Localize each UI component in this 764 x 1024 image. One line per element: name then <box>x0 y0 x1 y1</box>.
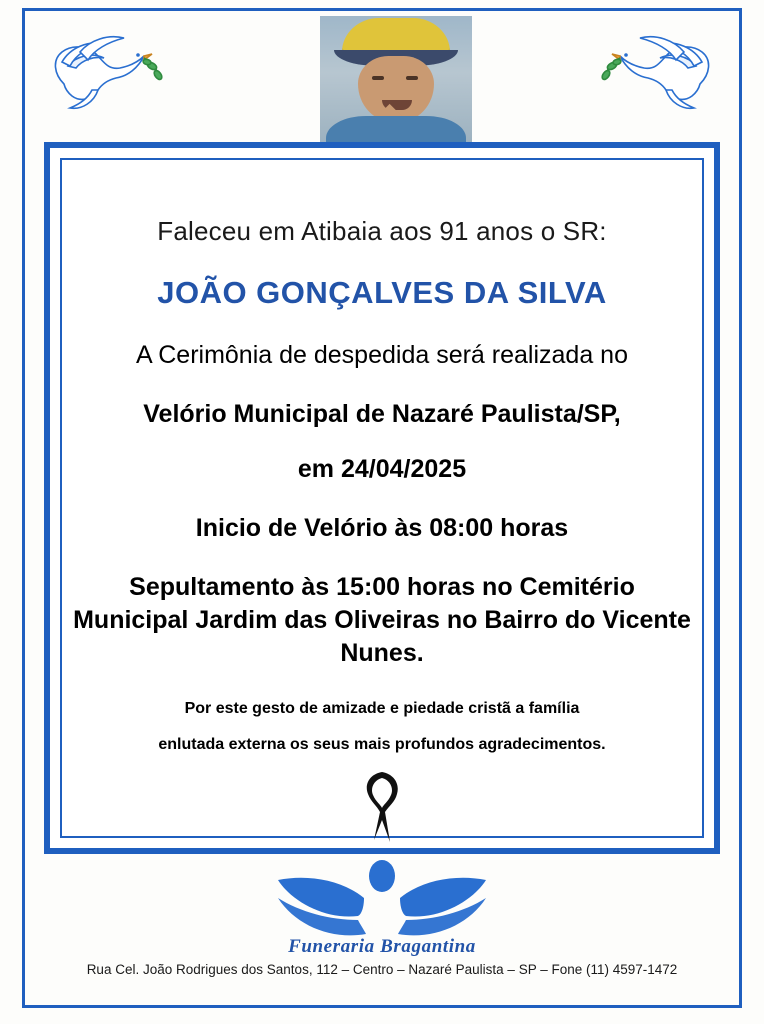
footer-address: Rua Cel. João Rodrigues dos Santos, 112 – Centro – Nazaré Paulista – SP – Fone (11) 4597-1472 <box>86 962 678 977</box>
burial-line: Sepultamento às 15:00 horas no Cemitério Municipal Jardim das Oliveiras no Bairro do Vicente Nunes. <box>73 573 691 667</box>
deceased-photo <box>320 16 472 142</box>
deceased-name: JOÃO GONÇALVES DA SILVA <box>157 275 607 310</box>
funeraria-bragantina-logo-icon <box>252 858 512 938</box>
eye-right <box>406 76 418 80</box>
announcement-text <box>70 168 694 754</box>
thanks-line-1: Por este gesto de amizade e piedade cristã a família <box>184 700 580 717</box>
brand-name: Funeraria Bragantina <box>288 936 476 957</box>
ceremony-intro-line: A Cerimônia de despedida será realizada no <box>136 341 628 369</box>
dove-icon <box>600 22 730 122</box>
thanks-line-2: enlutada externa os seus mais profundos agradecimentos. <box>158 736 606 753</box>
start-time-line: Inicio de Velório às 08:00 horas <box>195 514 569 542</box>
shirt-shape <box>326 116 466 142</box>
mourning-ribbon-icon <box>352 762 412 846</box>
footer-logo <box>0 858 764 958</box>
eye-left <box>372 76 384 80</box>
venue-line: Velório Municipal de Nazaré Paulista/SP, <box>143 400 621 428</box>
deceased-intro-line: Faleceu em Atibaia aos 91 anos o SR: <box>157 216 607 246</box>
date-line: em 24/04/2025 <box>297 455 467 483</box>
dove-icon <box>34 22 164 122</box>
